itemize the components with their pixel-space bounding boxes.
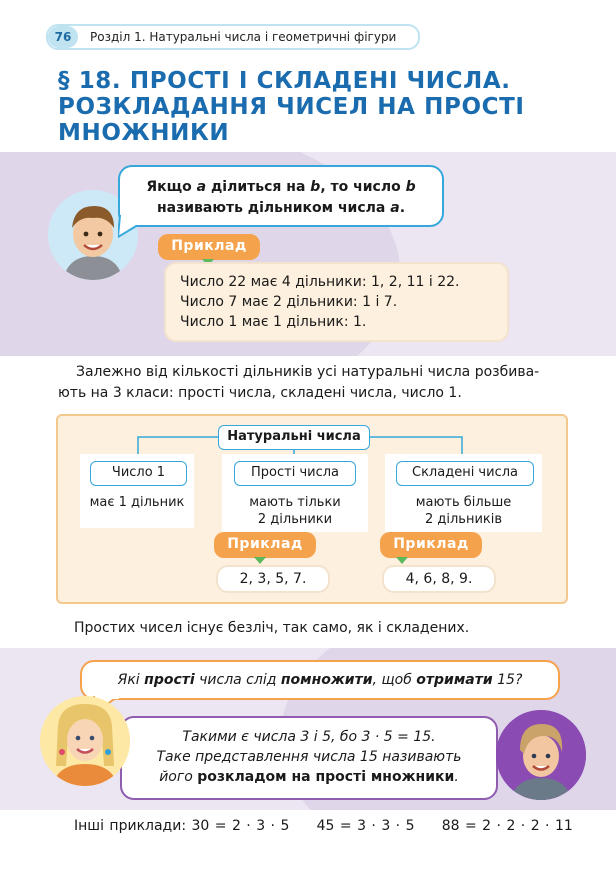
girl-avatar xyxy=(40,696,130,786)
prime-examples: 2, 3, 5, 7. xyxy=(216,565,330,593)
section-title-line: § 18. ПРОСТІ І СКЛАДЕНІ ЧИСЛА. xyxy=(58,68,511,94)
composite-examples: 4, 6, 8, 9. xyxy=(382,565,496,593)
example-arrow-icon xyxy=(254,557,266,564)
node-prime-title: Прості числа xyxy=(234,461,356,486)
infinite-primes-text: Простих чисел існує безліч, так само, як і складених. xyxy=(74,620,470,636)
definition-line-2: називають дільником числа a. xyxy=(156,200,406,216)
question-bubble: Які прості числа слід помножити, щоб отримати 15? xyxy=(80,660,560,700)
chapter-title: Розділ 1. Натуральні числа і геометричні фігури xyxy=(90,30,397,44)
node-composite-title: Складені числа xyxy=(396,461,534,486)
node-one-title: Число 1 xyxy=(90,461,187,486)
example-line: Число 22 має 4 дільники: 1, 2, 11 і 22. xyxy=(180,274,460,290)
boy-avatar-2 xyxy=(496,710,586,800)
example-tag: Приклад xyxy=(158,234,260,260)
answer-bubble xyxy=(120,716,498,800)
example-tag-prime: Приклад xyxy=(214,532,316,558)
node-composite-desc: мають більше 2 дільників xyxy=(415,495,512,527)
definition-line-1: Якщо a ділиться на b, то число b xyxy=(146,179,416,195)
page-number: 76 xyxy=(48,26,78,48)
answer-line: його розкладом на прості множники. xyxy=(159,769,459,785)
example-line: Число 7 має 2 дільники: 1 і 7. xyxy=(180,294,398,310)
example-tag-composite: Приклад xyxy=(380,532,482,558)
answer-line: Такими є числа 3 і 5, бо 3 · 5 = 15. xyxy=(182,729,436,745)
node-prime-desc: мають тільки 2 дільники xyxy=(249,495,341,527)
more-examples: Інші приклади: 30 = 2 · 3 · 5 45 = 3 · 3 · 5 88 = 2 · 2 · 2 · 11 xyxy=(74,818,573,834)
answer-line: Таке представлення числа 15 називають xyxy=(156,749,462,765)
node-one-desc: має 1 дільник xyxy=(89,495,185,510)
intro-paragraph: Залежно від кількості дільників усі натуральні числа розбива-ють на 3 класи: прості числа, складені числа, число 1. xyxy=(58,364,540,401)
example-arrow-icon xyxy=(396,557,408,564)
section-title-line: РОЗКЛАДАННЯ ЧИСЕЛ НА ПРОСТІ xyxy=(58,94,525,120)
section-title-line: МНОЖНИКИ xyxy=(58,120,230,146)
root-node: Натуральні числа xyxy=(218,425,370,450)
example-line: Число 1 має 1 дільник: 1. xyxy=(180,314,367,330)
